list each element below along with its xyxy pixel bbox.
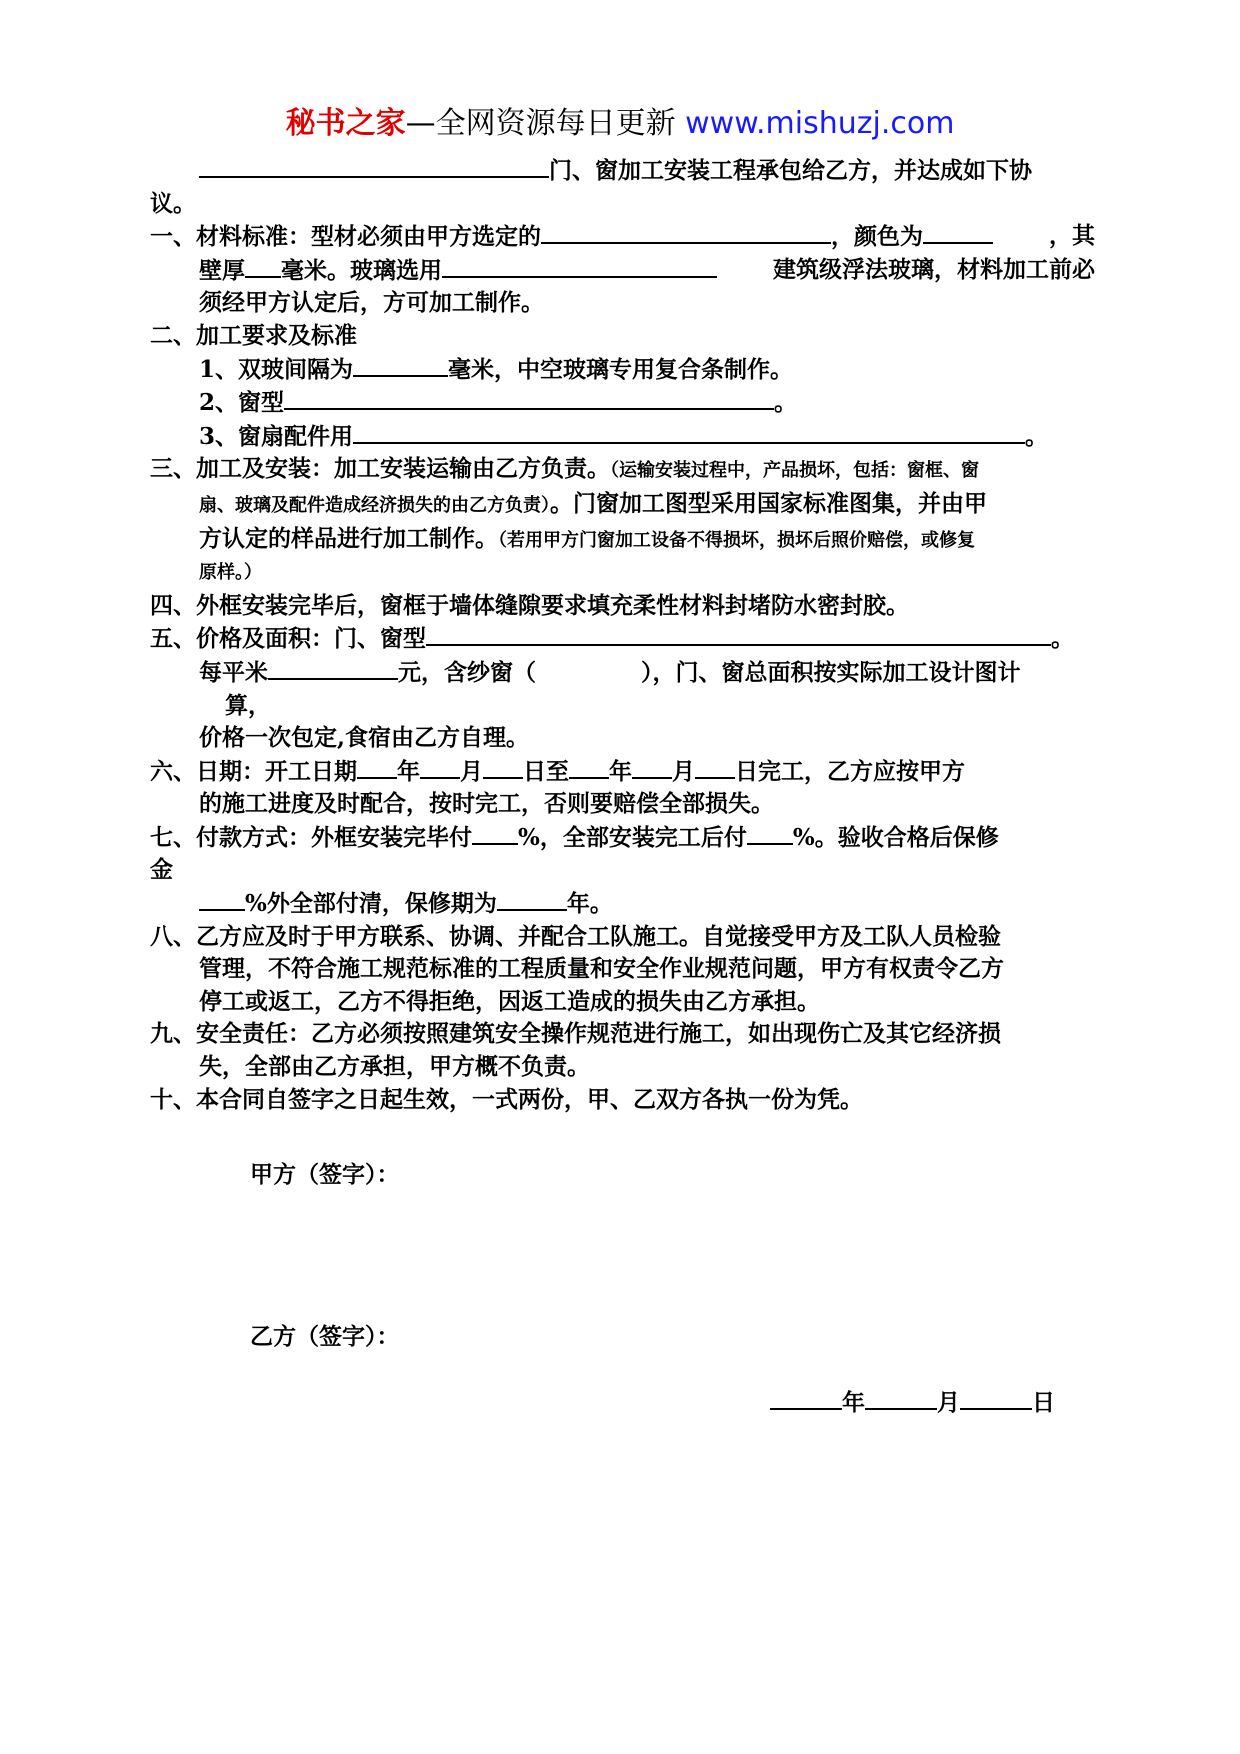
header-tagline: 全网资源每日更新 bbox=[435, 106, 676, 141]
section-9-line-2: 失，全部由乙方承担，甲方概不负责。 bbox=[199, 1053, 590, 1081]
site-header bbox=[0, 104, 1240, 144]
section-6-line-2: 的施工进度及时配合，按时完工，否则要赔偿全部损失。 bbox=[199, 790, 774, 818]
section-3-line-2: 扇、玻璃及配件造成经济损失的由乙方负责）。门窗加工图型采用国家标准图集，并由甲 bbox=[199, 489, 987, 517]
blank-end-month[interactable] bbox=[632, 755, 672, 779]
section-2-title: 二、加工要求及标准 bbox=[150, 321, 357, 349]
section-5-line-3: 算， bbox=[225, 691, 271, 719]
party-b-signature: 乙方（签字）： bbox=[250, 1323, 400, 1350]
intro-text: 门、窗加工安装工程承包给乙方，并达成如下协 bbox=[549, 157, 1032, 184]
section-7-line-1: 七、付款方式：外框安装完毕付 %，全部安装完工后付 %。验收合格后保修 bbox=[150, 821, 1095, 855]
blank-sash-fittings[interactable] bbox=[353, 420, 1025, 444]
section-1-line-3: 须经甲方认定后，方可加工制作。 bbox=[199, 289, 544, 317]
section-3-line-3: 方认定的样品进行加工制作。（若用甲方门窗加工设备不得损坏，损坏后照价赔偿，或修复 bbox=[199, 524, 975, 552]
section-3-line-4: 原样。） bbox=[199, 562, 262, 584]
blank-retention[interactable] bbox=[199, 887, 245, 911]
section-8-line-1: 八、乙方应及时于甲方联系、协调、并配合工队施工。自觉接受甲方及工队人员检验 bbox=[150, 922, 1001, 950]
section-5-line-1: 五、价格及面积：门、窗型 。 bbox=[150, 622, 1095, 656]
blank-completion-payment[interactable] bbox=[747, 821, 793, 845]
blank-glass-gap[interactable] bbox=[353, 353, 448, 377]
section-8-line-2: 管理，不符合施工规范标准的工程质量和安全作业规范问题，甲方有权责令乙方 bbox=[199, 955, 1004, 983]
blank-sign-month[interactable] bbox=[865, 1386, 937, 1410]
section-2-item-3: 3、窗扇配件用 。 bbox=[150, 420, 1095, 454]
section-1-line-2: 壁厚 毫米。玻璃选用 建筑级浮法玻璃，材料加工前必 bbox=[199, 255, 1095, 284]
blank-frame-payment[interactable] bbox=[472, 821, 518, 845]
section-5-line-2: 每平米 元，含纱窗（ ），门、窗总面积按实际加工设计图计 bbox=[150, 656, 1095, 690]
header-url[interactable]: www.mishuzj.com bbox=[685, 106, 955, 141]
blank-door-window-type[interactable] bbox=[426, 622, 1051, 646]
signature-date: 年 月 日 bbox=[770, 1384, 1055, 1417]
blank-sign-year[interactable] bbox=[770, 1386, 842, 1410]
contract-body bbox=[150, 154, 1095, 1116]
blank-start-year[interactable] bbox=[357, 755, 397, 779]
section-6-line-1: 六、日期：开工日期 年 月 日至 年 月 日完工，乙方应按甲方 bbox=[150, 755, 1095, 789]
section-2-item-1: 1、双玻间隔为 毫米，中空玻璃专用复合条制作。 bbox=[150, 353, 1095, 387]
blank-price-per-sqm[interactable] bbox=[268, 656, 398, 680]
brand-name: 秘书之家 bbox=[285, 106, 406, 141]
blank-start-month[interactable] bbox=[420, 755, 460, 779]
blank-end-day[interactable] bbox=[695, 755, 735, 779]
section-2-item-2: 2、窗型 。 bbox=[150, 386, 1095, 420]
section-5-line-4: 价格一次包定,食宿由乙方自理。 bbox=[199, 724, 530, 752]
blank-warranty-years[interactable] bbox=[497, 887, 567, 911]
blank-glass-type[interactable] bbox=[442, 254, 717, 278]
section-10: 十、本合同自签字之日起生效，一式两份，甲、乙双方各执一份为凭。 bbox=[150, 1085, 863, 1113]
section-9-line-1: 九、安全责任：乙方必须按照建筑安全操作规范进行施工，如出现伤亡及其它经济损 bbox=[150, 1020, 1001, 1048]
intro-cont: 议。 bbox=[150, 189, 196, 217]
section-3-line-1: 三、加工及安装：加工安装运输由乙方负责。（运输安装过程中，产品损坏，包括：窗框、窗 bbox=[150, 455, 979, 483]
section-7-line-2: 金 bbox=[150, 856, 173, 884]
blank-end-year[interactable] bbox=[569, 755, 609, 779]
blank-sign-day[interactable] bbox=[960, 1386, 1032, 1410]
blank-project-name[interactable] bbox=[199, 154, 549, 178]
intro-line bbox=[150, 154, 1095, 188]
blank-start-day[interactable] bbox=[483, 755, 523, 779]
section-8-line-3: 停工或返工，乙方不得拒绝，因返工造成的损失由乙方承担。 bbox=[199, 987, 820, 1015]
header-dash: — bbox=[405, 106, 436, 141]
party-a-signature: 甲方（签字）： bbox=[250, 1161, 400, 1188]
blank-wall-thickness[interactable] bbox=[245, 254, 281, 278]
section-7-line-3: %外全部付清，保修期为 年。 bbox=[150, 887, 1095, 921]
section-4: 四、外框安装完毕后，窗框于墙体缝隙要求填充柔性材料封堵防水密封胶。 bbox=[150, 591, 909, 619]
blank-profile-brand[interactable] bbox=[541, 220, 831, 244]
blank-color[interactable] bbox=[923, 220, 993, 244]
section-1-line-1: 一、材料标准：型材必须由甲方选定的 ，颜色为 ，其 bbox=[150, 222, 1095, 251]
blank-window-type[interactable] bbox=[284, 386, 774, 410]
